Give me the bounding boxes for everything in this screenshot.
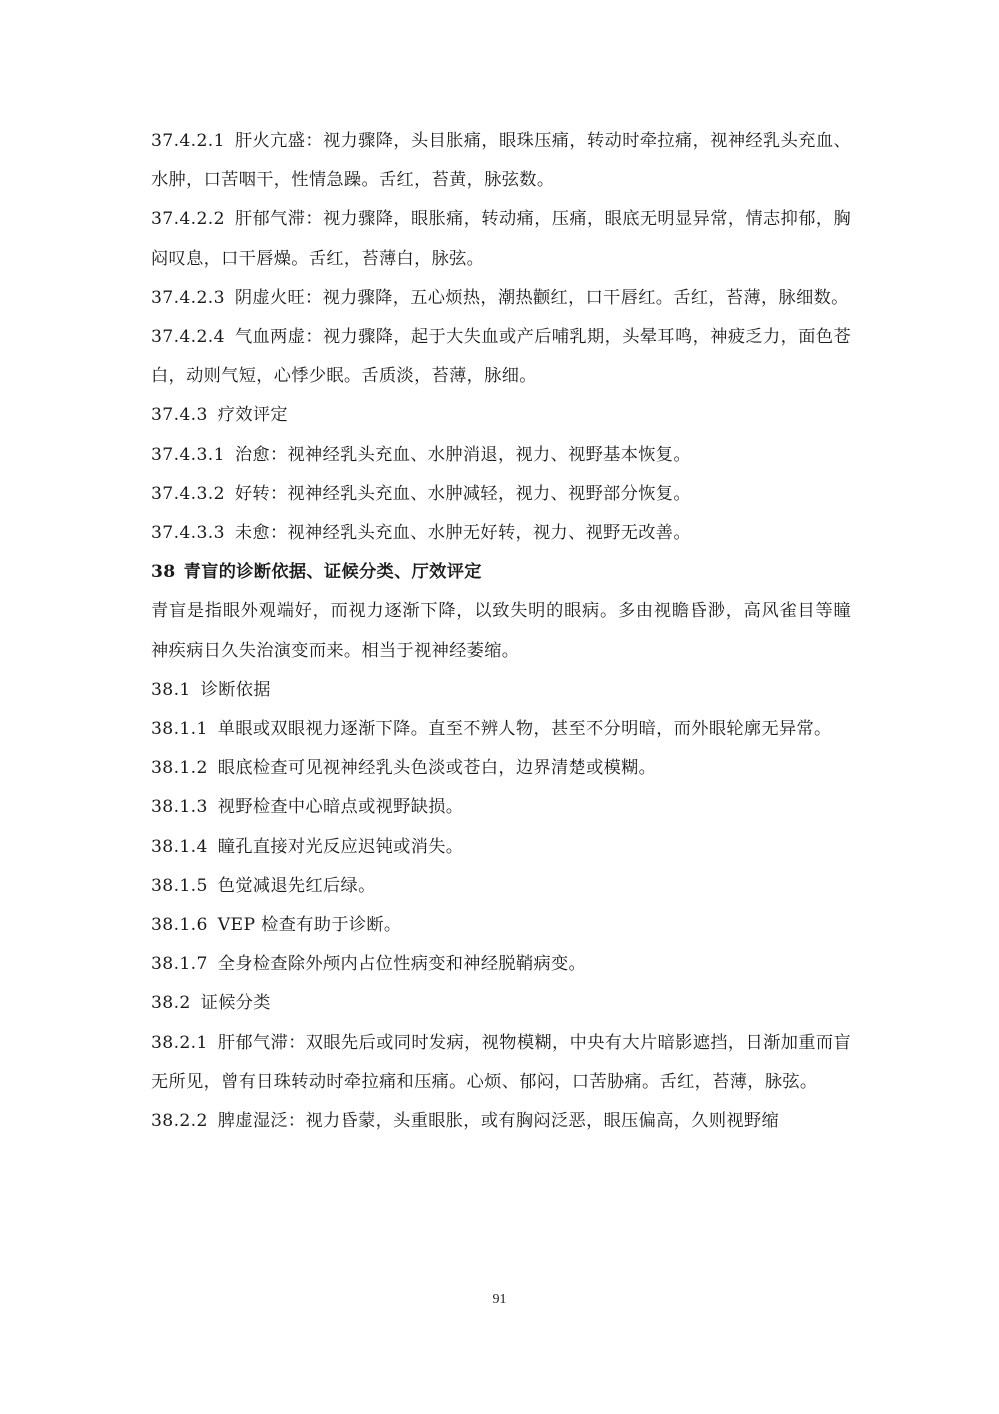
item-38-1-6	[151, 906, 851, 945]
section-number: 37.4.3	[151, 405, 208, 426]
section-number: 38.1.5	[151, 875, 208, 896]
section-number: 38.1	[151, 679, 191, 700]
paragraph-text: 肝火亢盛：视力骤降，头目胀痛，眼珠压痛，转动时牵拉痛，视神经乳头充血、水肿，口苦咽干，性情急躁。舌红，苔黄，脉弦数。	[151, 131, 851, 191]
section-heading-38	[151, 553, 851, 592]
section-number: 37.4.3.1	[151, 444, 225, 465]
item-38-1-3	[151, 788, 851, 827]
subheading-text: 证候分类	[200, 993, 271, 1014]
intro-paragraph	[151, 592, 851, 670]
paragraph-text: VEP 检查有助于诊断。	[217, 915, 402, 936]
page-number: 91	[492, 1292, 507, 1307]
paragraph-text: 眼底检查可见视神经乳头色淡或苍白，边界清楚或模糊。	[217, 758, 657, 779]
item-37-4-3-3	[151, 514, 851, 553]
heading-text: 青盲的诊断依据、证候分类、厅效评定	[183, 562, 482, 583]
item-38-1	[151, 671, 851, 710]
item-38-2	[151, 984, 851, 1023]
item-38-1-5	[151, 867, 851, 906]
item-37-4-2-2	[151, 200, 851, 278]
section-number: 37.4.2.1	[151, 131, 225, 151]
paragraph-text: 气血两虚：视力骤降，起于大失血或产后哺乳期，头晕耳鸣，神疲乏力，面色苍白，动则气短，心悸少眠。舌质淡，苔薄，脉细。	[151, 327, 851, 387]
paragraph-text: 脾虚湿泛：视力昏蒙，头重眼胀，或有胸闷泛恶，眼压偏高，久则视野缩	[217, 1111, 779, 1132]
paragraph-text: 未愈：视神经乳头充血、水肿无好转，视力、视野无改善。	[234, 523, 691, 544]
section-number: 37.4.2.4	[151, 327, 225, 348]
item-37-4-2-1	[151, 122, 851, 200]
section-number: 38.2.1	[151, 1032, 208, 1053]
section-number: 38.1.3	[151, 797, 208, 818]
section-number: 37.4.3.3	[151, 523, 225, 544]
item-38-1-4	[151, 828, 851, 867]
paragraph-text: 青盲是指眼外观端好，而视力逐渐下降，以致失明的眼病。多由视瞻昏渺，高风雀目等瞳神疾病日久失治演变而来。相当于视神经萎缩。	[151, 601, 851, 661]
section-number: 38.1.2	[151, 758, 208, 779]
section-number: 37.4.3.2	[151, 483, 225, 504]
paragraph-text: 单眼或双眼视力逐渐下降。直至不辨人物，甚至不分明暗，而外眼轮廓无异常。	[217, 719, 832, 740]
item-37-4-3-1	[151, 436, 851, 475]
paragraph-text: 好转：视神经乳头充血、水肿减轻，视力、视野部分恢复。	[234, 483, 691, 504]
section-number: 38.2	[151, 993, 191, 1014]
item-38-2-2	[151, 1102, 851, 1141]
section-number: 38.1.7	[151, 954, 208, 975]
item-38-1-1	[151, 710, 851, 749]
section-number: 38.1.4	[151, 836, 208, 857]
paragraph-text: 色觉减退先红后绿。	[217, 875, 376, 896]
page-body	[151, 122, 851, 1141]
paragraph-text: 全身检查除外颅内占位性病变和神经脱鞘病变。	[217, 954, 587, 975]
paragraph-text: 肝郁气滞：双眼先后或同时发病，视物模糊，中央有大片暗影遮挡，日渐加重而盲无所见，曾有日珠转动时牵拉痛和压痛。心烦、郁闷，口苦胁痛。舌红，苔薄，脉弦。	[151, 1032, 851, 1092]
item-38-1-2	[151, 749, 851, 788]
subheading-text: 诊断依据	[200, 679, 271, 700]
item-37-4-2-4	[151, 318, 851, 396]
item-37-4-2-3	[151, 279, 851, 318]
section-number: 38.1.1	[151, 719, 208, 740]
section-number: 38.2.2	[151, 1111, 208, 1132]
section-number: 37.4.2.3	[151, 287, 225, 308]
item-37-4-3-2	[151, 475, 851, 514]
paragraph-text: 治愈：视神经乳头充血、水肿消退，视力、视野基本恢复。	[234, 444, 691, 465]
paragraph-text: 视野检查中心暗点或视野缺损。	[217, 797, 464, 818]
item-37-4-3	[151, 396, 851, 435]
subheading-text: 疗效评定	[217, 405, 288, 426]
paragraph-text: 瞳孔直接对光反应迟钝或消失。	[217, 836, 464, 857]
paragraph-text: 阴虚火旺：视力骤降，五心烦热，潮热颧红，口干唇红。舌红，苔薄，脉细数。	[234, 287, 849, 308]
item-38-1-7	[151, 945, 851, 984]
paragraph-text: 肝郁气滞：视力骤降，眼胀痛，转动痛，压痛，眼底无明显异常，情志抑郁，胸闷叹息，口干唇燥。舌红，苔薄白，脉弦。	[151, 209, 851, 269]
section-number: 38.1.6	[151, 915, 208, 936]
section-number: 38	[151, 562, 176, 583]
item-38-2-1	[151, 1024, 851, 1102]
section-number: 37.4.2.2	[151, 209, 225, 230]
